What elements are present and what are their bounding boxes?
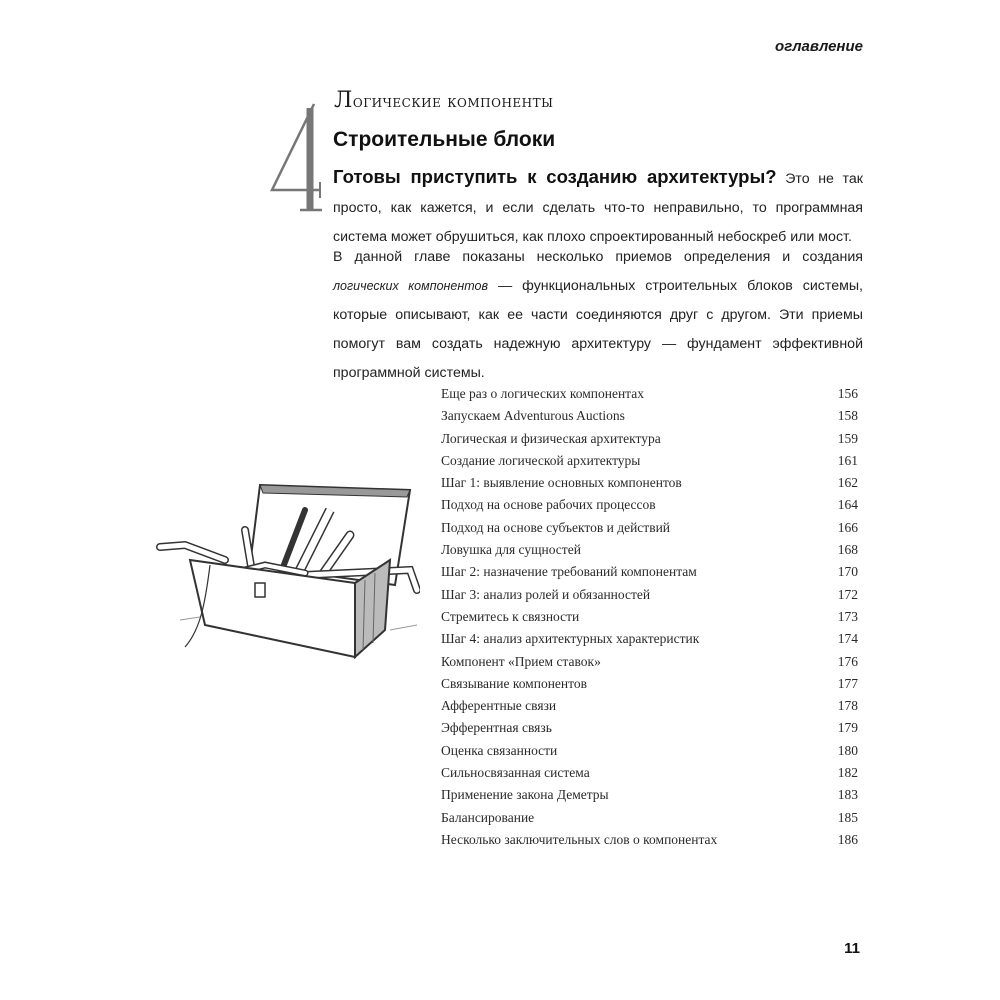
toolbox-icon (155, 465, 420, 665)
toc-entry-title: Афферентные связи (441, 698, 557, 714)
intro-body: Это не так просто, как кажется, и если сделать что-то неправильно, то программная система может обрушиться, как плохо спроектированный небоскреб или мост. (333, 171, 863, 245)
toc-entry[interactable] (441, 450, 858, 472)
toc-entry-title: Стремитесь к связности (441, 608, 580, 624)
toc-entry[interactable] (441, 584, 858, 606)
toc-entry[interactable] (441, 539, 858, 561)
toc-entry-page: 170 (837, 564, 858, 580)
toc-entry-page: 156 (837, 386, 858, 401)
toc-entry[interactable] (441, 517, 858, 539)
toc-entry-title: Ловушка для сущностей (441, 542, 581, 558)
chapter-kicker (334, 88, 553, 113)
toc-entry-page: 185 (837, 809, 858, 825)
toc-entry-title: Балансирование (441, 809, 535, 825)
toc-entry-title: Сильносвязанная система (441, 765, 590, 781)
toc-entry-page: 161 (837, 452, 858, 468)
toc-entry-title: Логическая и физическая архитектура (441, 430, 661, 446)
toc-entry-title: Подход на основе рабочих процессов (441, 497, 656, 513)
toc-entry-title: Создание логической архитектуры (441, 452, 641, 468)
toc-entry-page: 179 (837, 720, 858, 736)
toc-entry-page: 168 (837, 542, 858, 558)
toc-entry[interactable] (441, 740, 858, 762)
toc-entry-page: 173 (837, 608, 858, 624)
toc-entry[interactable] (441, 494, 858, 516)
toc-entry-title: Компонент «Прием ставок» (441, 653, 601, 669)
toc-entry-page: 186 (837, 831, 858, 847)
description-emphasis: логических компонентов (333, 279, 488, 293)
chapter-number-glyph (266, 102, 326, 214)
toc-entry-title: Оценка связанности (441, 742, 558, 758)
toc-entry[interactable] (441, 606, 858, 628)
toc-entry-title: Шаг 4: анализ архитектурных характеристик (441, 631, 700, 647)
toc-entry-page: 183 (837, 787, 858, 803)
description-text-start: В данной главе показаны несколько приемов определения и создания (333, 249, 863, 265)
toc-entry[interactable] (441, 784, 858, 806)
toc-entry-title: Шаг 3: анализ ролей и обязанностей (441, 586, 651, 602)
toc-entry-title: Запускаем Adventurous Auctions (441, 408, 625, 424)
toc-entry[interactable] (441, 673, 858, 695)
toc-entry-page: 180 (837, 742, 858, 758)
toc-entry-title: Применение закона Деметры (441, 787, 609, 803)
toc-entry[interactable] (441, 561, 858, 583)
table-of-contents (441, 383, 858, 851)
toc-entry-title: Шаг 2: назначение требований компонентам (441, 564, 697, 580)
intro-lead: Готовы приступить к созданию архитектуры? (333, 166, 777, 187)
toc-entry[interactable] (441, 651, 858, 673)
toc-entry-page: 158 (837, 408, 858, 424)
toc-entry-title: Несколько заключительных слов о компонентах (441, 831, 718, 847)
page-number: 11 (844, 940, 860, 957)
toc-entry[interactable] (441, 472, 858, 494)
chapter-kicker-initial: Л (334, 88, 353, 113)
toc-entry-page: 172 (837, 586, 858, 602)
toc-entry[interactable] (441, 695, 858, 717)
toc-entry[interactable] (441, 762, 858, 784)
running-header: оглавление (775, 38, 863, 55)
toc-entry-page: 178 (837, 698, 858, 714)
toc-entry-title: Шаг 1: выявление основных компонентов (441, 475, 682, 491)
toc-entry[interactable] (441, 807, 858, 829)
toc-entry[interactable] (441, 829, 858, 851)
toc-entry[interactable] (441, 628, 858, 650)
toc-entry-page: 164 (837, 497, 858, 513)
toc-entry[interactable] (441, 717, 858, 739)
chapter-title: Строительные блоки (333, 128, 556, 151)
toc-entry-title: Эфферентная связь (441, 720, 552, 736)
toc-entry-page: 182 (837, 765, 858, 781)
toc-entry[interactable] (441, 428, 858, 450)
toc-entry-page: 162 (837, 475, 858, 491)
toc-entry-page: 174 (837, 631, 858, 647)
description-paragraph (333, 243, 863, 388)
toc-entry-title: Связывание компонентов (441, 675, 587, 691)
toc-entry[interactable] (441, 383, 858, 405)
intro-paragraph (333, 162, 863, 252)
toc-entry-title: Подход на основе субъектов и действий (441, 519, 671, 535)
toc-entry[interactable] (441, 405, 858, 427)
description-text-end: — функциональных строительных блоков системы, которые описывают, как ее части соединяются друг с другом. Эти приемы помогут вам создать надежную архитектуру — фундамент эффективной программной системы. (333, 278, 863, 381)
chapter-kicker-text: огические компоненты (352, 92, 554, 112)
toc-entry-page: 176 (837, 653, 858, 669)
toc-entry-page: 159 (837, 430, 858, 446)
toc-entry-page: 166 (837, 519, 858, 535)
toc-entry-title: Еще раз о логических компонентах (441, 386, 644, 401)
toc-entry-page: 177 (837, 675, 858, 691)
